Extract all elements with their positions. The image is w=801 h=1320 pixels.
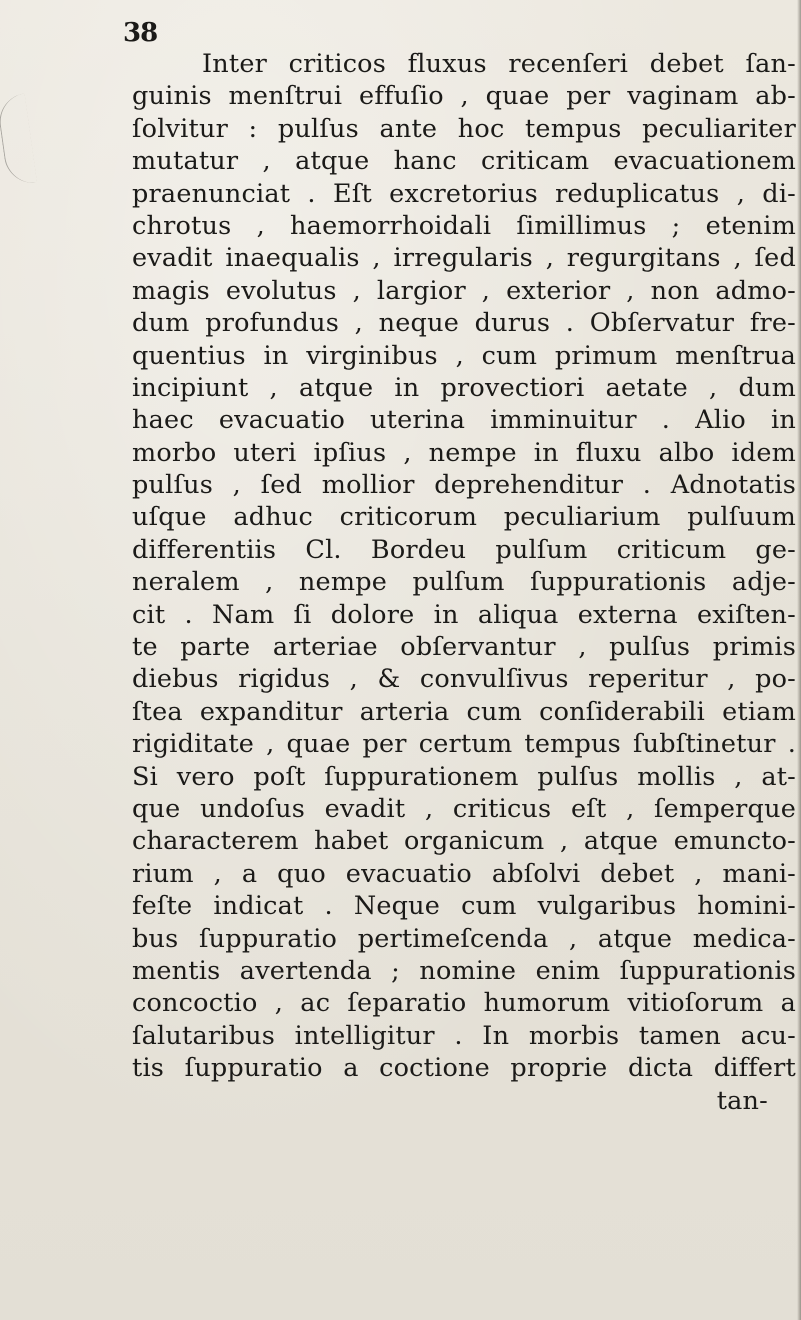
body-text xyxy=(132,48,796,1117)
text-line: Si vero poſt ſuppurationem pulſus mollis , at- xyxy=(132,761,796,792)
text-line: pulſus , ſed mollior deprehenditur . Adnotatis xyxy=(132,470,796,501)
text-line: cit . Nam ſi dolore in aliqua externa exiſten- xyxy=(132,599,796,630)
text-line: evadit inaequalis , irregularis , regurgitans , ſed xyxy=(132,243,796,274)
text-line: mentis avertenda ; nomine enim ſuppurationis xyxy=(132,955,796,986)
text-line: uſque adhuc criticorum peculiarium pulſuum xyxy=(132,502,796,533)
text-line: ſolvitur : pulſus ante hoc tempus peculiariter xyxy=(132,113,796,144)
text-line: diebus rigidus , & convulſivus reperitur , po- xyxy=(132,664,796,695)
text-line: que undoſus evadit , criticus eſt , ſemperque xyxy=(132,793,796,824)
text-line: characterem habet organicum , atque emuncto- xyxy=(132,826,796,857)
text-line: bus ſuppuratio pertimeſcenda , atque medica- xyxy=(132,923,796,954)
text-line: guinis menſtrui effuſio , quae per vaginam ab- xyxy=(132,81,796,112)
catchword: tan- xyxy=(716,1085,768,1116)
text-line: dum profundus , neque durus . Obſervatur fre- xyxy=(132,308,796,339)
text-line: neralem , nempe pulſum ſuppurationis adje- xyxy=(132,567,796,598)
page-edge-shadow xyxy=(797,0,801,1320)
text-line: concoctio , ac ſeparatio humorum vitioſorum a xyxy=(132,988,796,1019)
text-line: quentius in virginibus , cum primum menſtrua xyxy=(132,340,796,371)
margin-ink-mark xyxy=(0,93,37,186)
page-number: 38 xyxy=(123,18,158,48)
text-line: ſtea expanditur arteria cum conſiderabili etiam xyxy=(132,696,796,727)
text-line: tis ſuppuratio a coctione proprie dicta differt xyxy=(132,1053,796,1084)
text-line: te parte arteriae obſervantur , pulſus primis xyxy=(132,632,796,663)
text-line: mutatur , atque hanc criticam evacuationem xyxy=(132,146,796,177)
text-line: morbo uteri ipſius , nempe in fluxu albo idem xyxy=(132,437,796,468)
text-line: incipiunt , atque in provectiori aetate , dum xyxy=(132,372,796,403)
text-line: rium , a quo evacuatio abſolvi debet , mani- xyxy=(132,858,796,889)
text-line: magis evolutus , largior , exterior , non admo- xyxy=(132,275,796,306)
text-line: praenunciat . Eſt excretorius reduplicatus , di- xyxy=(132,178,796,209)
text-line: differentiis Cl. Bordeu pulſum criticum ge- xyxy=(132,534,796,565)
text-line: haec evacuatio uterina imminuitur . Alio in xyxy=(132,405,796,436)
text-line: chrotus , haemorrhoidali ſimillimus ; etenim xyxy=(132,210,796,241)
text-line: feſte indicat . Neque cum vulgaribus homini- xyxy=(132,891,796,922)
text-line: Inter criticos fluxus recenſeri debet ſan- xyxy=(202,49,796,79)
text-line: rigiditate , quae per certum tempus ſubſtinetur . xyxy=(132,729,796,760)
text-line: ſalutaribus intelligitur . In morbis tamen acu- xyxy=(132,1020,796,1051)
